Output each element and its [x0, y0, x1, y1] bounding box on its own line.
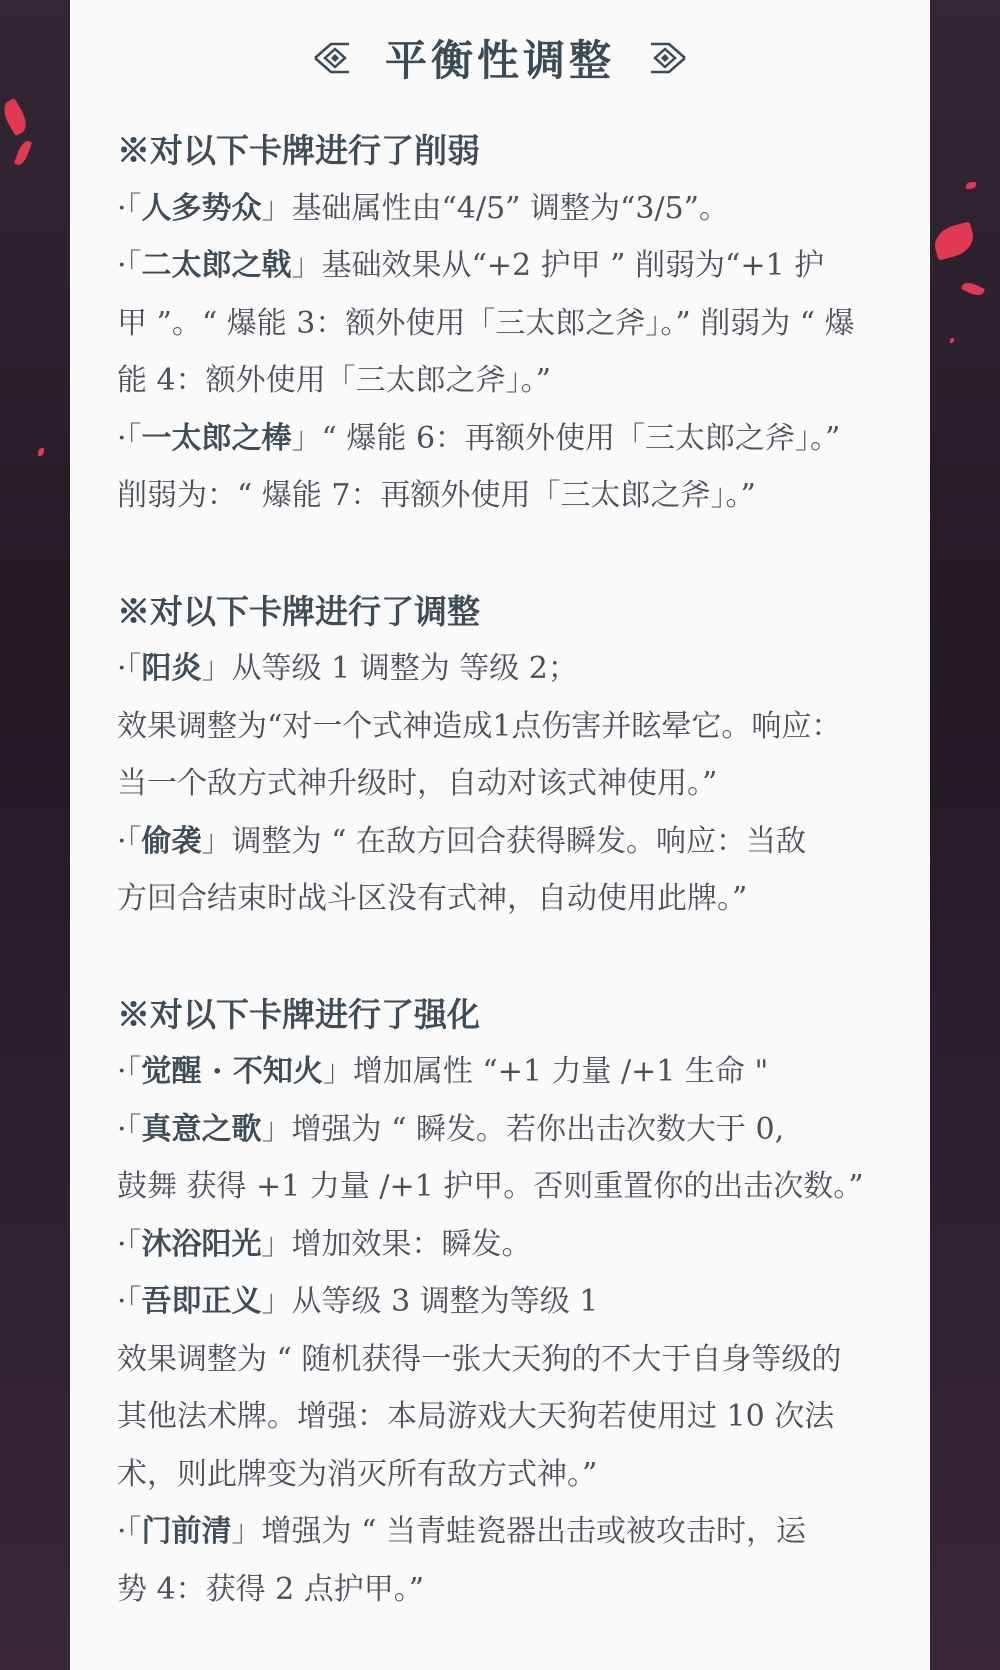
- diamond-ornament-icon: [641, 36, 691, 80]
- page-title: 平衡性调整: [384, 36, 615, 85]
- list-item-continuation: 当一个敌方式神升级时，自动对该式神使用。”: [117, 766, 718, 801]
- card-name: 真意之歌: [141, 1111, 262, 1147]
- content-panel: [70, 0, 930, 1670]
- list-item-continuation: 能 4：额外使用「三太郎之斧」。”: [117, 363, 551, 398]
- list-item: ·「人多势众」基础属性由“4/5” 调整为“3/5”。: [117, 190, 729, 226]
- section-heading: ※对以下卡牌进行了调整: [117, 591, 480, 631]
- list-item-continuation: 其他法术牌。增强：本局游戏大天狗若使用过 10 次法: [117, 1399, 835, 1434]
- title-row: [70, 22, 930, 94]
- list-item-continuation: 削弱为：“ 爆能 7：再额外使用「三太郎之斧」。”: [117, 478, 756, 513]
- card-name: 偷袭: [141, 823, 202, 859]
- section-heading: ※对以下卡牌进行了削弱: [117, 131, 480, 170]
- card-name: 一太郎之棒: [141, 420, 292, 456]
- section-heading: ※对以下卡牌进行了强化: [117, 994, 480, 1034]
- list-item-continuation: 势 4：获得 2 点护甲。”: [117, 1571, 425, 1607]
- left-background: [0, 0, 70, 1670]
- list-item: ·「真意之歌」增强为 “ 瞬发。若你出击次数大于 0,: [117, 1111, 785, 1147]
- list-item: ·「二太郎之戟」基础效果从“+2 护甲 ” 削弱为“+1 护: [117, 248, 825, 283]
- list-item: ·「阳炎」从等级 1 调整为 等级 2；: [117, 651, 578, 686]
- diamond-ornament-icon: [309, 36, 359, 80]
- list-item-continuation: 效果调整为 “ 随机获得一张大天狗的不大于自身等级的: [117, 1341, 842, 1377]
- list-item: ·「一太郎之棒」“ 爆能 6：再额外使用「三太郎之斧」。”: [117, 420, 841, 456]
- list-item-continuation: 方回合结束时战斗区没有式神，自动使用此牌。”: [117, 881, 748, 916]
- card-name: 门前清: [141, 1514, 232, 1549]
- patch-notes: [117, 122, 907, 1618]
- list-item-continuation: 甲 ”。“ 爆能 3：额外使用「三太郎之斧」。” 削弱为 “ 爆: [117, 305, 855, 341]
- list-item: ·「吾即正义」从等级 3 调整为等级 1: [117, 1284, 599, 1319]
- card-name: 觉醒 · 不知火: [141, 1054, 323, 1089]
- list-item-continuation: 术，则此牌变为消灭所有敌方式神。”: [117, 1456, 598, 1492]
- list-item-continuation: 效果调整为“对一个式神造成1点伤害并眩晕它。响应：: [117, 708, 842, 744]
- card-name: 阳炎: [141, 651, 202, 686]
- list-item: ·「门前清」增强为 “ 当青蛙瓷器出击或被攻击时，运: [117, 1514, 806, 1549]
- card-name: 沐浴阳光: [141, 1226, 262, 1262]
- list-item: ·「沐浴阳光」增加效果：瞬发。: [117, 1226, 532, 1262]
- list-item: ·「觉醒 · 不知火」增加属性 “+1 力量 /+1 生命 ": [117, 1054, 769, 1089]
- card-name: 吾即正义: [141, 1284, 262, 1319]
- card-name: 二太郎之戟: [141, 248, 292, 283]
- list-item: ·「偷袭」调整为 “ 在敌方回合获得瞬发。响应：当敌: [117, 823, 806, 859]
- card-name: 人多势众: [141, 190, 262, 226]
- list-item-continuation: 鼓舞 获得 +1 力量 /+1 护甲。否则重置你的出击次数。”: [117, 1169, 864, 1204]
